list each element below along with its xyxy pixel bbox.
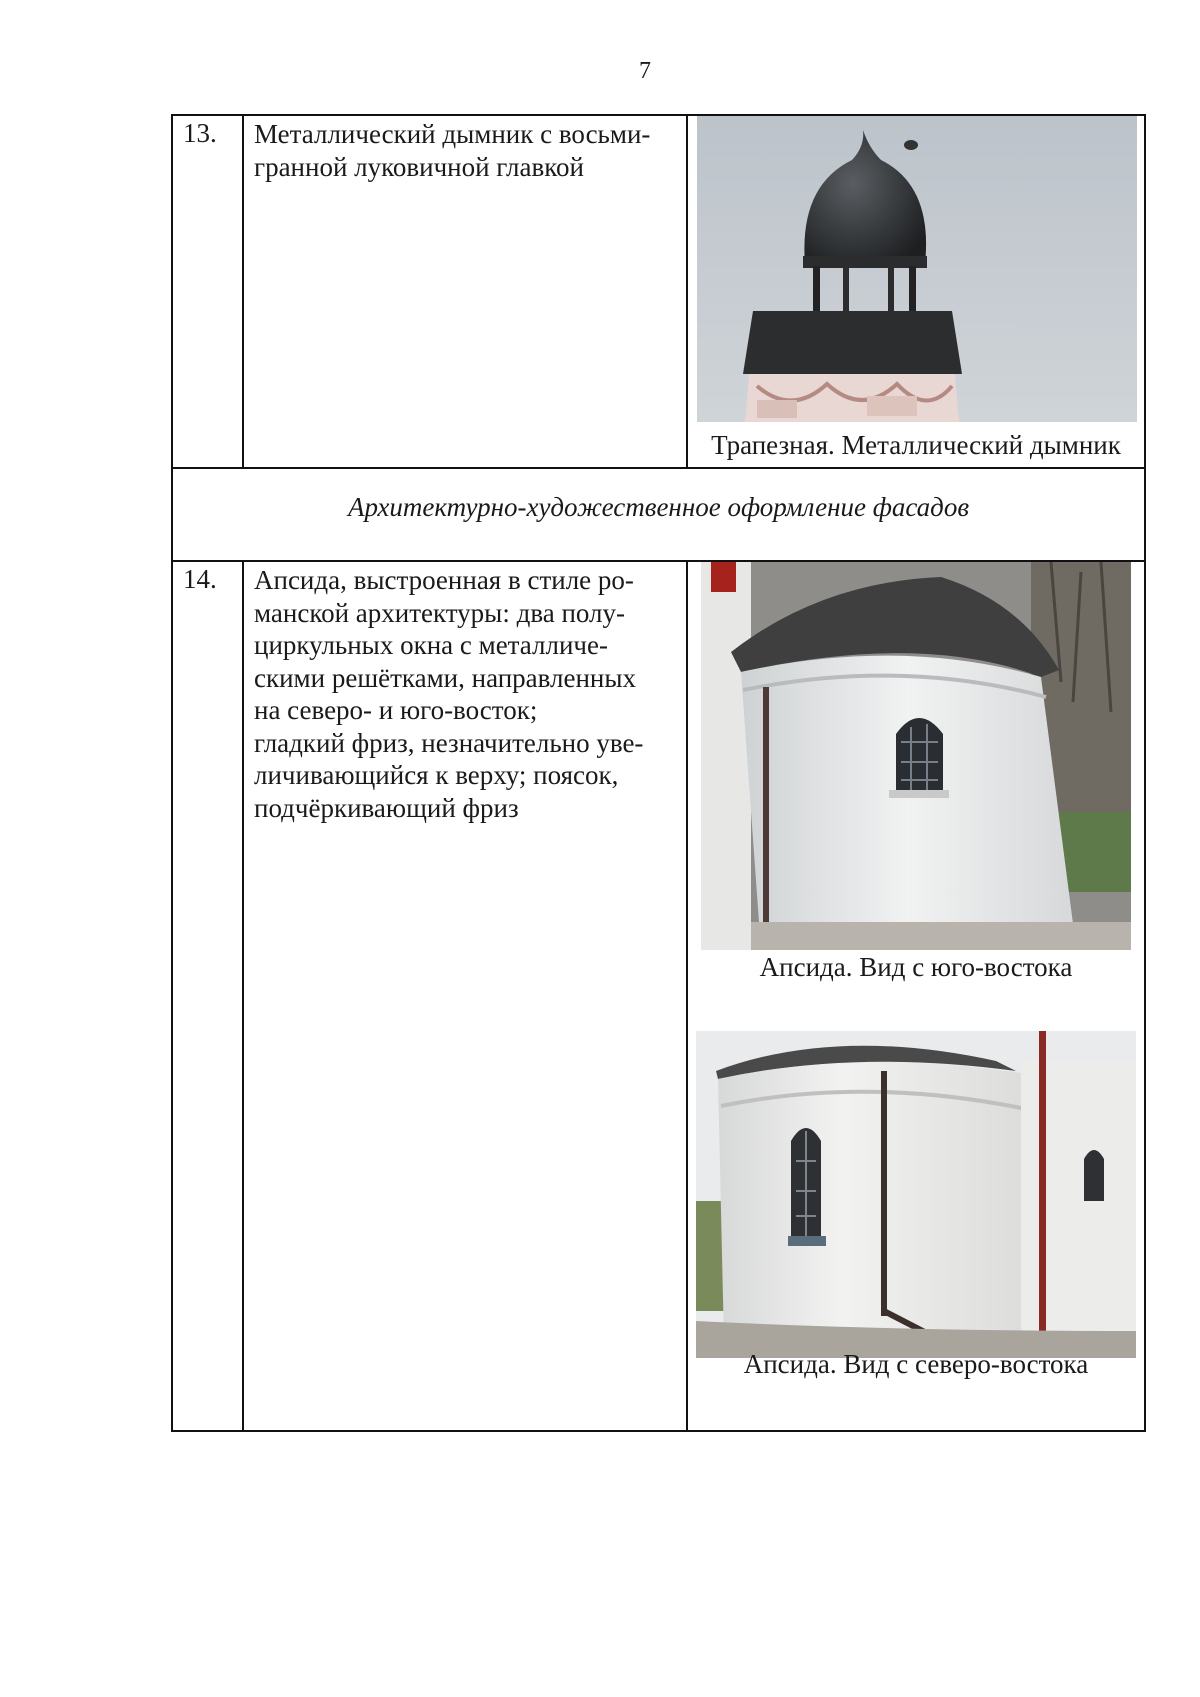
description-line: манской архитектуры: два полу- [254,597,625,628]
row-number: 14. [183,564,217,594]
row-description [254,564,682,824]
description-line: на северо- и юго-восток; [254,695,538,725]
column-divider [242,561,244,1432]
description-line: скими решётками, направленных [254,662,637,693]
column-divider [686,114,688,468]
photo-chimney [697,116,1137,422]
row-divider [171,467,1146,469]
page-number: 7 [639,58,651,84]
description-line: подчёркивающий фриз [254,792,519,823]
photo-caption: Трапезная. Металлический дымник [711,430,1121,460]
monument-table [171,114,1146,1432]
row-number: 13. [183,118,217,148]
column-divider [686,561,688,1432]
photo-caption: Апсида. Вид с северо-востока [743,1349,1089,1379]
photo-apse-northeast [696,1031,1136,1358]
photo-apse-southeast [701,562,1131,950]
description-line: личивающийся к верху; поясок, [254,760,619,790]
table-border-bottom [171,1430,1146,1432]
description-line: Апсида, выстроенная в стиле ро- [254,565,634,595]
photo-caption: Апсида. Вид с юго-востока [759,952,1073,982]
description-line: гранной луковичной главкой [254,151,584,182]
table-border-right [1144,114,1146,1432]
description-line: гладкий фриз, незначительно уве- [254,727,644,758]
description-line: Металлический дымник с восьми- [254,119,651,149]
description-line: циркульных окна с металличе- [254,630,608,660]
row-description [254,118,679,183]
column-divider [242,114,244,468]
table-border-left [171,114,173,1432]
section-title: Архитектурно-художественное оформление фасадов [347,492,970,522]
